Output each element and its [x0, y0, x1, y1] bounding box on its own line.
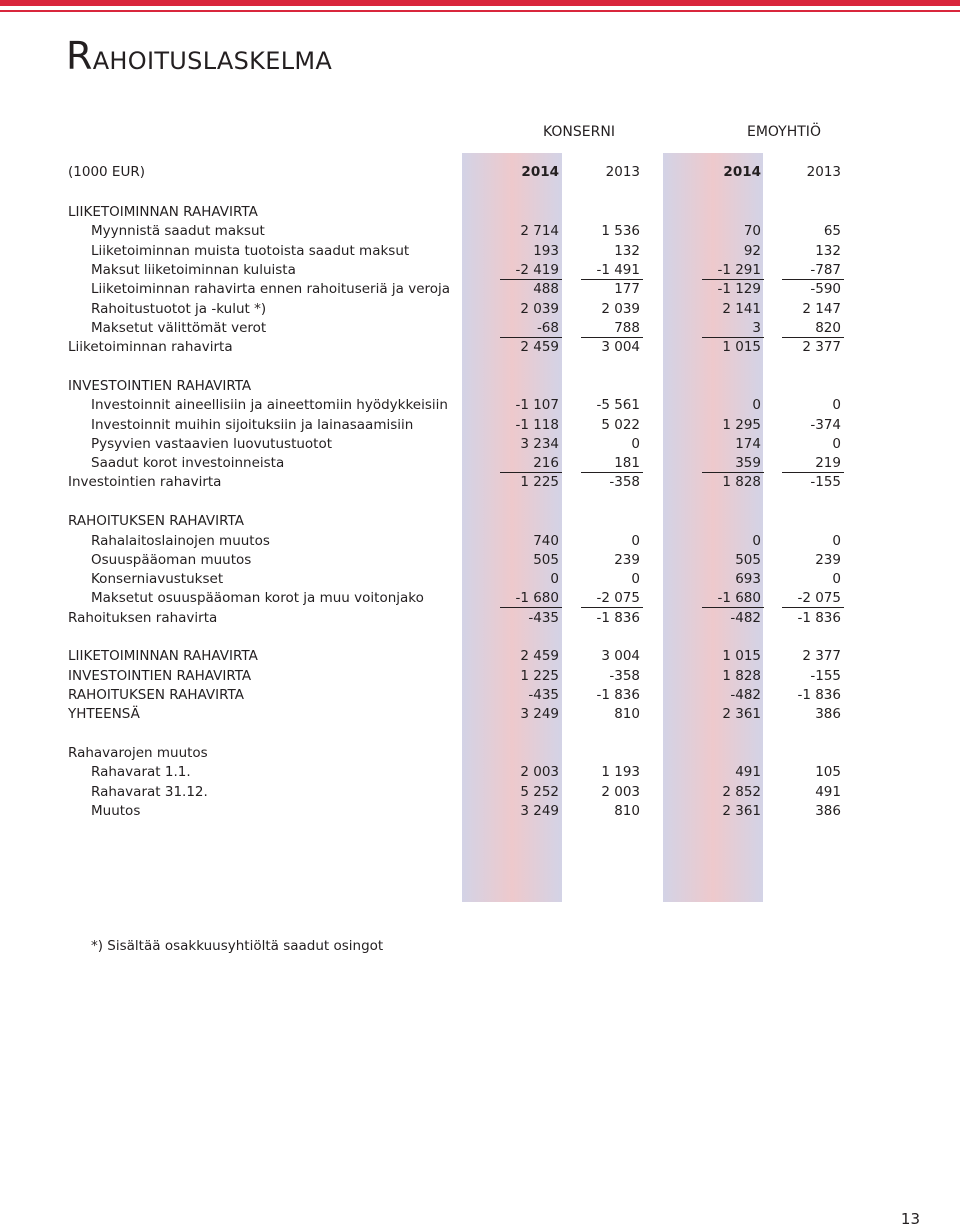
table-row: [0, 589, 960, 608]
row-label: Muutos: [91, 803, 141, 819]
row-value: -1 491: [596, 262, 640, 278]
row-label: Liiketoiminnan muista tuotoista saadut maksut: [91, 243, 410, 259]
row-value: -482: [730, 687, 761, 703]
row-value: 1 536: [601, 223, 640, 239]
table-row: [0, 435, 960, 454]
konserni-header: KONSERNI: [543, 124, 615, 140]
row-label: Maksetut välittömät verot: [91, 320, 267, 336]
table-row: [0, 744, 960, 763]
row-value: 505: [735, 552, 761, 568]
row-value: 239: [614, 552, 640, 568]
row-value: -1 107: [515, 397, 559, 413]
row-value: -482: [730, 610, 761, 626]
row-value: 386: [815, 706, 841, 722]
row-label: Rahalaitoslainojen muutos: [91, 533, 270, 549]
row-value: 219: [815, 455, 841, 471]
row-value: 0: [631, 436, 640, 452]
title-rest: AHOITUSLASKELMA: [92, 47, 333, 75]
emoyhtio-header: EMOYHTIÖ: [747, 124, 821, 140]
row-value: 2 039: [601, 301, 640, 317]
row-label: Myynnistä saadut maksut: [91, 223, 265, 239]
row-value: -358: [609, 474, 640, 490]
row-value: 3 004: [601, 339, 640, 355]
row-value: 1 225: [520, 668, 559, 684]
row-value: 239: [815, 552, 841, 568]
row-value: 105: [815, 764, 841, 780]
row-value: 788: [614, 320, 640, 336]
row-label: Investointien rahavirta: [68, 474, 222, 490]
row-label: Liiketoiminnan rahavirta ennen rahoituseriä ja veroja: [91, 281, 451, 297]
row-value: -2 419: [515, 262, 559, 278]
row-value: -1 836: [797, 687, 841, 703]
table-row: [0, 512, 960, 531]
page-number: 13: [900, 1210, 920, 1228]
table-row: [0, 319, 960, 338]
top-accent-bar: [0, 0, 960, 6]
row-value: 216: [533, 455, 559, 471]
row-value: 0: [832, 436, 841, 452]
table-row: [0, 222, 960, 241]
row-value: 1 015: [722, 339, 761, 355]
row-value: 0: [752, 533, 761, 549]
row-label: Investoinnit aineellisiin ja aineettomiin hyödykkeisiin: [91, 397, 448, 413]
row-value: -358: [609, 668, 640, 684]
row-label: Rahavarojen muutos: [68, 745, 208, 761]
row-value: -68: [536, 320, 559, 336]
top-accent-line: [0, 10, 960, 12]
table-row: [0, 667, 960, 686]
row-value: 3 249: [520, 706, 559, 722]
table-row: [0, 647, 960, 666]
row-value: -787: [810, 262, 841, 278]
table-row: [0, 705, 960, 724]
row-value: 488: [533, 281, 559, 297]
years-header-row: [0, 163, 960, 182]
row-value: -1 680: [717, 590, 761, 606]
title-initial: R: [66, 34, 93, 78]
row-value: -1 680: [515, 590, 559, 606]
row-value: -1 836: [596, 687, 640, 703]
year-konserni-current: 2014: [521, 164, 559, 180]
row-label: Rahavarat 31.12.: [91, 784, 208, 800]
row-label: Maksut liiketoiminnan kuluista: [91, 262, 296, 278]
row-value: 0: [832, 533, 841, 549]
row-label: Rahoitustuotot ja -kulut *): [91, 301, 267, 317]
row-value: 505: [533, 552, 559, 568]
table-row: [0, 454, 960, 473]
row-value: -590: [810, 281, 841, 297]
page-title: [66, 34, 332, 78]
table-row: [0, 300, 960, 319]
row-label: Maksetut osuuspääoman korot ja muu voitonjako: [91, 590, 424, 606]
row-value: 0: [832, 397, 841, 413]
row-value: -435: [528, 610, 559, 626]
row-value: 740: [533, 533, 559, 549]
row-value: 5 252: [520, 784, 559, 800]
row-value: 3 234: [520, 436, 559, 452]
row-value: 0: [832, 571, 841, 587]
row-value: 810: [614, 803, 640, 819]
row-label: Pysyvien vastaavien luovutustuotot: [91, 436, 333, 452]
table-row: [0, 802, 960, 821]
row-label: LIIKETOIMINNAN RAHAVIRTA: [68, 648, 258, 664]
row-value: 2 377: [802, 339, 841, 355]
row-label: RAHOITUKSEN RAHAVIRTA: [68, 687, 244, 703]
row-value: 70: [743, 223, 761, 239]
row-value: -155: [810, 474, 841, 490]
row-label: INVESTOINTIEN RAHAVIRTA: [68, 668, 252, 684]
row-label: Rahoituksen rahavirta: [68, 610, 218, 626]
table-row: [0, 551, 960, 570]
table-row: [0, 570, 960, 589]
table-row: [0, 280, 960, 299]
row-value: 2 003: [601, 784, 640, 800]
row-value: 386: [815, 803, 841, 819]
table-row: [0, 416, 960, 435]
row-value: 2 459: [520, 648, 559, 664]
row-value: 693: [735, 571, 761, 587]
table-row: [0, 203, 960, 222]
row-value: -435: [528, 687, 559, 703]
row-value: 174: [735, 436, 761, 452]
row-value: 1 828: [722, 474, 761, 490]
row-value: 491: [735, 764, 761, 780]
row-value: 92: [743, 243, 761, 259]
row-value: 2 377: [802, 648, 841, 664]
table-row: [0, 686, 960, 705]
row-value: 2 003: [520, 764, 559, 780]
row-label: Saadut korot investoinneista: [91, 455, 285, 471]
row-value: 0: [631, 533, 640, 549]
row-value: 2 361: [722, 706, 761, 722]
row-value: 177: [614, 281, 640, 297]
table-row: [0, 242, 960, 261]
row-label: RAHOITUKSEN RAHAVIRTA: [68, 513, 244, 529]
row-value: 359: [735, 455, 761, 471]
row-value: 132: [614, 243, 640, 259]
row-value: -2 075: [596, 590, 640, 606]
row-label: Konserniavustukset: [91, 571, 224, 587]
row-value: -155: [810, 668, 841, 684]
row-label: Liiketoiminnan rahavirta: [68, 339, 233, 355]
row-value: 3 249: [520, 803, 559, 819]
row-value: -1 836: [596, 610, 640, 626]
row-label: LIIKETOIMINNAN RAHAVIRTA: [68, 204, 258, 220]
year-emoyhtio-previous: 2013: [806, 164, 841, 180]
row-value: -374: [810, 417, 841, 433]
row-value: -1 291: [717, 262, 761, 278]
row-value: 2 852: [722, 784, 761, 800]
table-row: [0, 338, 960, 357]
table-row: [0, 532, 960, 551]
table-row: [0, 473, 960, 492]
table-row: [0, 261, 960, 280]
unit-label: (1000 EUR): [68, 164, 145, 180]
table-row: [0, 763, 960, 782]
table-row: [0, 396, 960, 415]
row-value: -1 836: [797, 610, 841, 626]
row-value: 2 141: [722, 301, 761, 317]
row-value: 1 295: [722, 417, 761, 433]
table-row: [0, 377, 960, 396]
row-value: 491: [815, 784, 841, 800]
row-value: -2 075: [797, 590, 841, 606]
row-value: 65: [823, 223, 841, 239]
row-value: 3 004: [601, 648, 640, 664]
row-value: 820: [815, 320, 841, 336]
subtotal-rule: [782, 607, 844, 608]
row-value: 2 459: [520, 339, 559, 355]
row-value: 5 022: [601, 417, 640, 433]
row-value: 193: [533, 243, 559, 259]
row-value: 181: [614, 455, 640, 471]
row-value: 2 361: [722, 803, 761, 819]
row-value: 132: [815, 243, 841, 259]
row-value: 0: [550, 571, 559, 587]
row-value: -1 129: [717, 281, 761, 297]
row-value: -1 118: [515, 417, 559, 433]
footnote: *) Sisältää osakkuusyhtiöltä saadut osingot: [91, 938, 384, 954]
row-value: 2 147: [802, 301, 841, 317]
year-konserni-previous: 2013: [605, 164, 640, 180]
subtotal-rule: [581, 607, 643, 608]
row-label: YHTEENSÄ: [68, 706, 140, 722]
row-label: INVESTOINTIEN RAHAVIRTA: [68, 378, 252, 394]
row-value: 1 225: [520, 474, 559, 490]
row-label: Osuuspääoman muutos: [91, 552, 252, 568]
row-value: 1 193: [601, 764, 640, 780]
row-value: -5 561: [596, 397, 640, 413]
row-label: Investoinnit muihin sijoituksiin ja lainasaamisiin: [91, 417, 414, 433]
table-row: [0, 609, 960, 628]
row-label: Rahavarat 1.1.: [91, 764, 191, 780]
row-value: 0: [631, 571, 640, 587]
table-row: [0, 783, 960, 802]
row-value: 0: [752, 397, 761, 413]
row-value: 810: [614, 706, 640, 722]
year-emoyhtio-current: 2014: [723, 164, 761, 180]
row-value: 2 714: [520, 223, 559, 239]
row-value: 1 015: [722, 648, 761, 664]
row-value: 3: [752, 320, 761, 336]
row-value: 1 828: [722, 668, 761, 684]
row-value: 2 039: [520, 301, 559, 317]
